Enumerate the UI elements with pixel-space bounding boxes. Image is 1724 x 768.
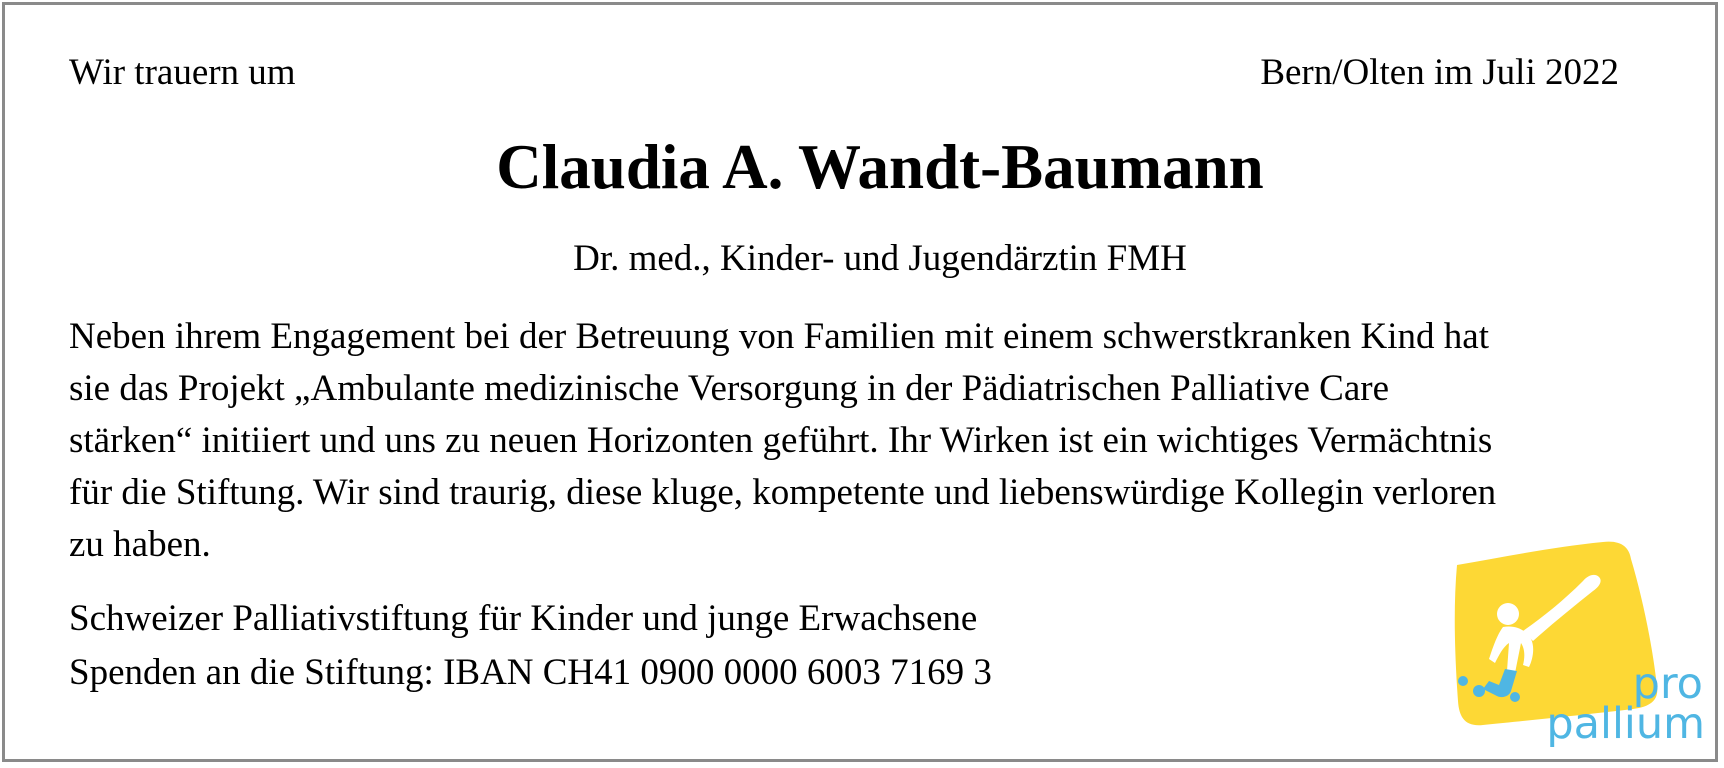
tribute-line: zu haben. [69,524,211,565]
foundation-name: Schweizer Palliativstiftung für Kinder und junge Erwachsene [69,598,978,639]
intro-text: Wir trauern um [69,52,296,93]
tribute-text [69,311,1496,571]
tribute-line: für die Stiftung. Wir sind traurig, diese kluge, kompetente und liebenswürdige Kollegin verloren [69,472,1497,513]
tribute-line: Neben ihrem Engagement bei der Betreuung von Familien mit einem schwerstkranken Kind hat [69,316,1489,357]
foundation-info [69,592,992,700]
logo-text-pallium: pallium [1546,699,1705,749]
pro-pallium-logo [1443,539,1713,754]
tribute-line: stärken“ initiiert und uns zu neuen Horizonten geführt. Ihr Wirken ist ein wichtiges Vermächtnis [69,420,1493,461]
place-date: Bern/Olten im Juli 2022 [1260,52,1619,93]
tribute-line: sie das Projekt „Ambulante medizinische Versorgung in der Pädiatrischen Palliative Care [69,368,1390,409]
obituary-card [2,2,1718,762]
donation-iban: Spenden an die Stiftung: IBAN CH41 0900 0000 6003 7169 3 [69,652,992,693]
logo-text-pro: pro [1632,659,1703,709]
deceased-name: Claudia A. Wandt-Baumann [496,132,1264,202]
deceased-title: Dr. med., Kinder- und Jugendärztin FMH [573,238,1187,279]
logo-yellow-square [1455,542,1657,726]
